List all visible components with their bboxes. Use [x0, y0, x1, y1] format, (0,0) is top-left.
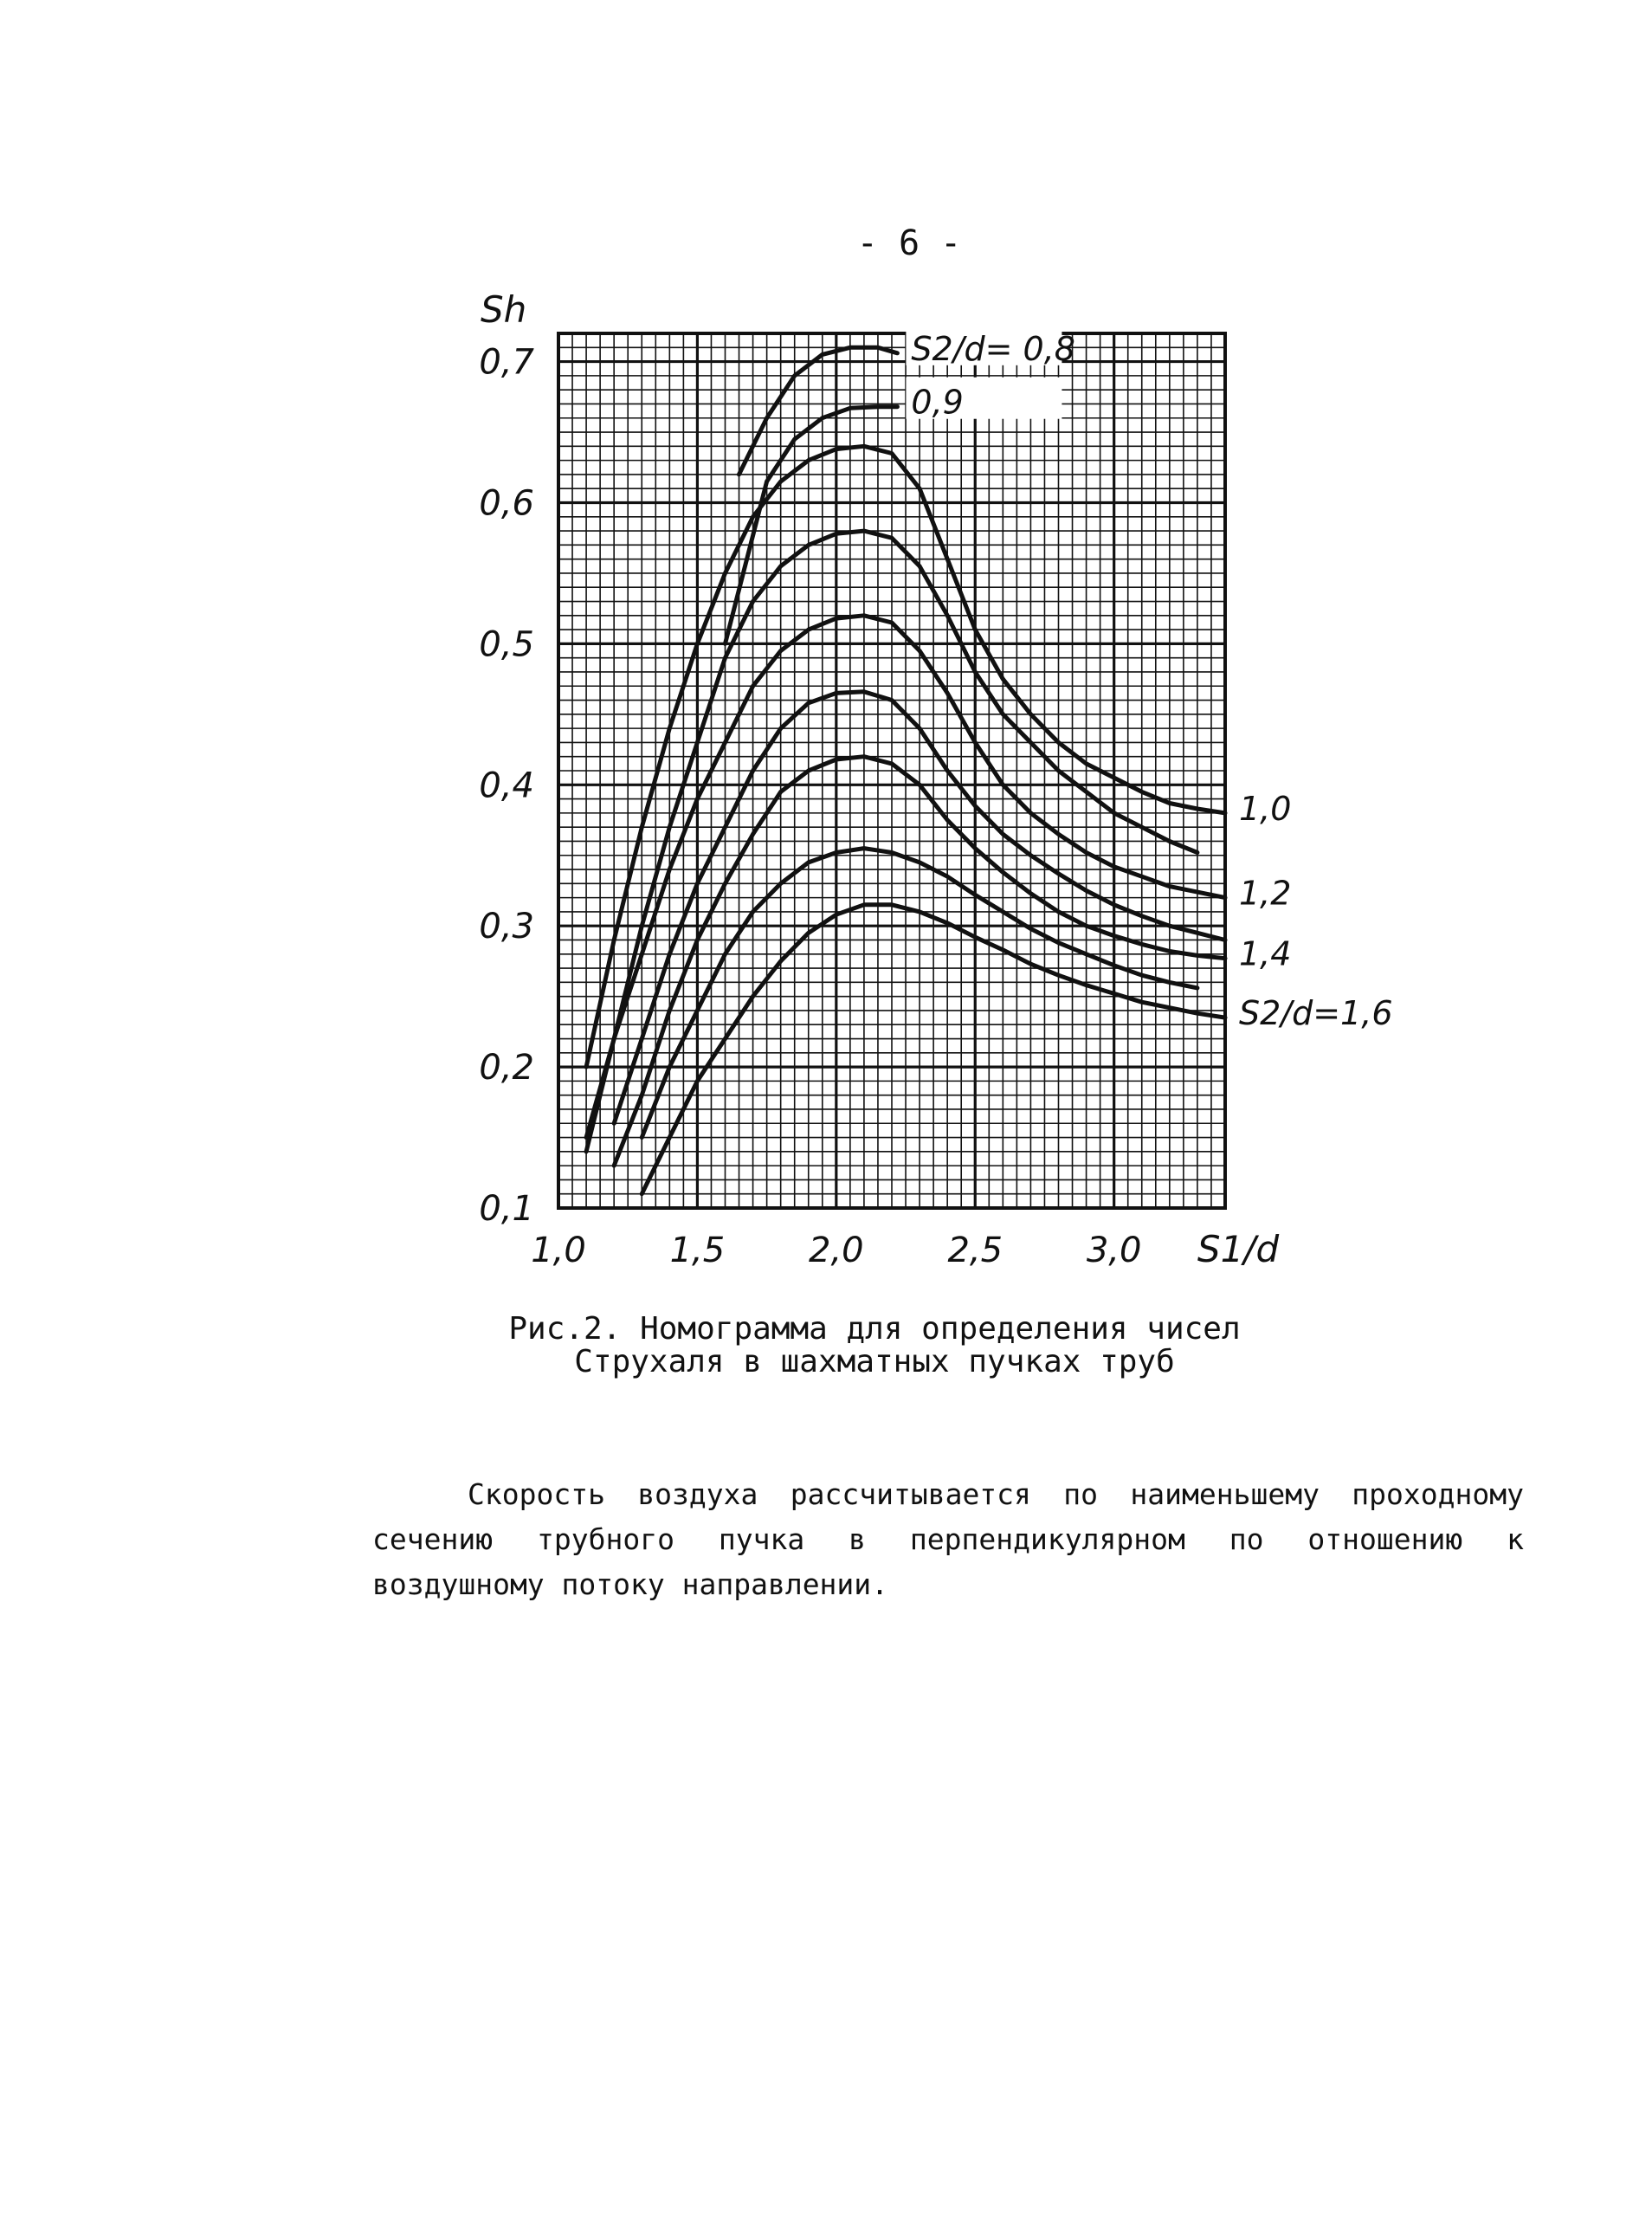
x-axis-label: S1/d [1197, 1228, 1280, 1270]
x-tick-label: 2,0 [809, 1231, 864, 1270]
x-tick-label: 3,0 [1086, 1231, 1142, 1270]
page-number: - 6 - [856, 223, 962, 263]
x-tick-label: 1,5 [669, 1231, 726, 1270]
x-tick-label: 1,0 [531, 1231, 586, 1270]
series-label: S2/d= 0,8 [911, 329, 1075, 368]
y-tick-label: 0,4 [479, 766, 534, 806]
y-tick-label: 0,1 [479, 1189, 534, 1229]
series-label: 1,0 [1239, 789, 1292, 828]
body-text [372, 1472, 1524, 1607]
series-label: 1,4 [1239, 934, 1292, 973]
y-tick-label: 0,5 [479, 624, 534, 665]
y-tick-label: 0,3 [479, 907, 534, 947]
series-label: 1,2 [1239, 874, 1292, 913]
figure-caption: Рис.2. Номограмма для определения чисел Струхаля в шахматных пучках труб [508, 1311, 1241, 1379]
body-paragraph: Скорость воздуха рассчитывается по наименьшему проходному сечению трубного пучка в перпендикулярном по отношению к воздушному потоку направлении. [372, 1477, 1524, 1601]
y-tick-label: 0,6 [479, 483, 534, 524]
y-tick-label: 0,2 [479, 1048, 534, 1089]
x-tick-label: 2,5 [947, 1231, 1003, 1270]
y-tick-label: 0,7 [479, 342, 534, 383]
y-axis-label: Sh [481, 288, 527, 331]
series-label: 0,9 [911, 383, 964, 422]
series-label: S2/d=1,6 [1239, 994, 1393, 1033]
